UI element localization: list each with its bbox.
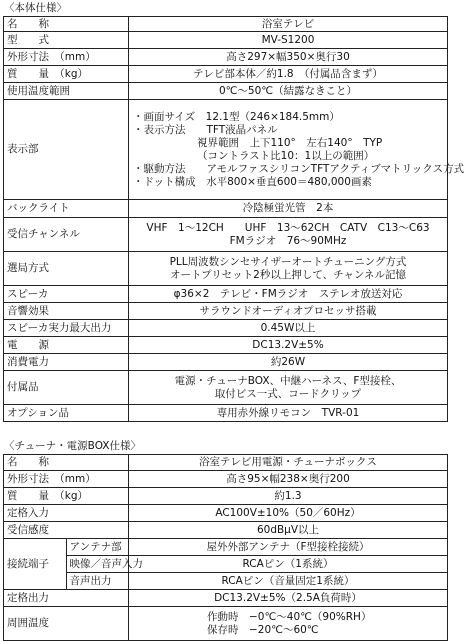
options-label: オプション品 <box>4 405 129 422</box>
table-row <box>4 320 448 337</box>
box-terminal-label: 接続端子 <box>4 539 67 590</box>
box-sensitivity-label: 受信感度 <box>4 522 129 539</box>
table-row <box>4 371 448 405</box>
box-weight-label: 質 量 （kg） <box>4 488 129 505</box>
table-row <box>4 354 448 371</box>
ambient-operating-value: −0℃〜40℃（90%RH） <box>249 610 372 623</box>
box-input-value: AC100V±10%（50／60Hz） <box>129 505 448 522</box>
table-row <box>4 200 448 218</box>
tuning-value <box>129 252 448 286</box>
temp-label: 使用温度範囲 <box>4 83 129 100</box>
power-label: 電 源 <box>4 337 129 354</box>
dimensions-value: 高さ297×幅350×奥行30 <box>129 49 448 66</box>
display-value <box>129 100 464 200</box>
table-row <box>4 66 448 83</box>
table-row <box>4 303 448 320</box>
table-row <box>4 488 448 505</box>
box-spec-table <box>3 454 448 641</box>
box-dimensions-label: 外形寸法 （mm） <box>4 471 129 488</box>
name-label: 名 称 <box>4 17 129 32</box>
section2-title: 〈チューナ・電源BOX仕様〉 <box>4 440 141 452</box>
terminal-audio-out-value: RCAピン（音量固定1系統） <box>129 573 448 590</box>
terminal-audio-out-label: 音声出力 <box>66 573 129 590</box>
model-value: MV-S1200 <box>129 32 448 49</box>
box-ambient-label: 周囲温度 <box>4 607 129 641</box>
table-row <box>4 100 448 200</box>
consumption-label: 消費電力 <box>4 354 129 371</box>
table-row <box>4 252 448 286</box>
tuning-line-1: PLL周波数シンセサイザーオートチューニング方式 <box>169 255 407 268</box>
box-input-label: 定格入力 <box>4 505 129 522</box>
display-line-4: （コントラスト比10：1以上の範囲） <box>197 149 375 162</box>
display-line-3: 視界範囲 上下110° 左右140° TYP <box>197 136 383 149</box>
table-row <box>4 83 448 100</box>
display-line-1: ・画面サイズ 12.1型（246×184.5mm） <box>133 110 340 123</box>
speaker-label: スピーカ <box>4 286 129 303</box>
accessories-line-2: 取付ビス一式、コードクリップ <box>214 387 362 400</box>
consumption-value: 約26W <box>129 354 448 371</box>
tuning-line-2: オートプリセット2秒以上押して、チャンネル記憶 <box>170 268 406 281</box>
ambient-storage <box>207 624 444 637</box>
weight-label: 質 量 （kg） <box>4 66 129 83</box>
table-row <box>4 556 448 573</box>
accessories-label: 付属品 <box>4 371 129 405</box>
table-row <box>4 218 448 252</box>
ambient-storage-value: −20℃〜60℃ <box>249 623 319 636</box>
speaker-out-label: スピーカ実力最大出力 <box>4 320 129 337</box>
terminal-antenna-value: 屋外外部アンテナ（F型接栓接続） <box>129 539 448 556</box>
sound-label: 音響効果 <box>4 303 129 320</box>
display-label: 表示部 <box>4 100 129 200</box>
weight-value: テレビ部本体／約1.8 （付属品含まず） <box>129 66 448 83</box>
tuning-label: 選局方式 <box>4 252 129 286</box>
options-value: 専用赤外線リモコン TVR-01 <box>129 405 448 422</box>
power-value: DC13.2V±5% <box>129 337 448 354</box>
table-row <box>4 49 448 66</box>
body-spec-table <box>3 16 464 422</box>
box-ambient-value <box>129 607 448 641</box>
box-weight-value: 約1.3 <box>129 488 448 505</box>
display-line-2: ・表示方法 TFT液晶パネル <box>133 123 278 136</box>
channels-line-2: FMラジオ 76〜90MHz <box>229 234 347 247</box>
table-row <box>4 522 448 539</box>
table-row <box>4 505 448 522</box>
name-value: 浴室テレビ <box>129 17 448 32</box>
table-row <box>4 590 448 607</box>
display-line-6: ・ドット構成 水平800×垂直600＝480,000画素 <box>133 175 372 188</box>
box-sensitivity-value: 60dBμV以上 <box>129 522 448 539</box>
channels-label: 受信チャンネル <box>4 218 129 252</box>
ambient-operating-label: 作動時 <box>207 610 239 623</box>
table-row <box>4 286 448 303</box>
dimensions-label: 外形寸法 （mm） <box>4 49 129 66</box>
accessories-line-1: 電源・チューナBOX、中継ハーネス、F型接栓、 <box>174 374 402 387</box>
box-dimensions-value: 高さ95×幅238×奥行200 <box>129 471 448 488</box>
model-label: 型 式 <box>4 32 129 49</box>
table-row <box>4 405 448 422</box>
table-row <box>4 337 448 354</box>
backlight-value: 冷陰極蛍光管 2本 <box>129 200 448 218</box>
channels-value <box>129 218 448 252</box>
channels-line-1: VHF 1〜12CH UHF 13〜62CH CATV C13〜C63 <box>146 221 430 234</box>
terminal-antenna-label: アンテナ部 <box>66 539 129 556</box>
box-name-value: 浴室テレビ用電源・チューナボックス <box>129 455 448 471</box>
backlight-label: バックライト <box>4 200 129 218</box>
display-line-5: ・駆動方法 アモルファスシリコンTFTアクティブマトリックス方式 <box>133 162 464 175</box>
temp-value: 0℃〜50℃（結露なきこと） <box>129 83 448 100</box>
terminal-av-in-value: RCAピン（1系統） <box>129 556 448 573</box>
ambient-storage-label: 保存時 <box>207 623 239 636</box>
section1-title: 〈本体仕様〉 <box>4 2 67 14</box>
table-row <box>4 32 448 49</box>
table-row <box>4 455 448 471</box>
ambient-operating <box>207 611 444 624</box>
table-row <box>4 539 448 556</box>
box-output-label: 定格出力 <box>4 590 129 607</box>
speaker-out-value: 0.45W以上 <box>129 320 448 337</box>
speaker-value: φ36×2 テレビ・FMラジオ ステレオ放送対応 <box>129 286 448 303</box>
terminal-av-in-label: 映像／音声入力 <box>66 556 129 573</box>
table-row <box>4 17 448 32</box>
table-row <box>4 607 448 641</box>
table-row <box>4 471 448 488</box>
box-name-label: 名 称 <box>4 455 129 471</box>
table-row <box>4 573 448 590</box>
accessories-value <box>129 371 448 405</box>
box-output-value: DC13.2V±5%（2.5A負荷時） <box>129 590 448 607</box>
sound-value: サラウンドオーディオプロセッサ搭載 <box>129 303 448 320</box>
